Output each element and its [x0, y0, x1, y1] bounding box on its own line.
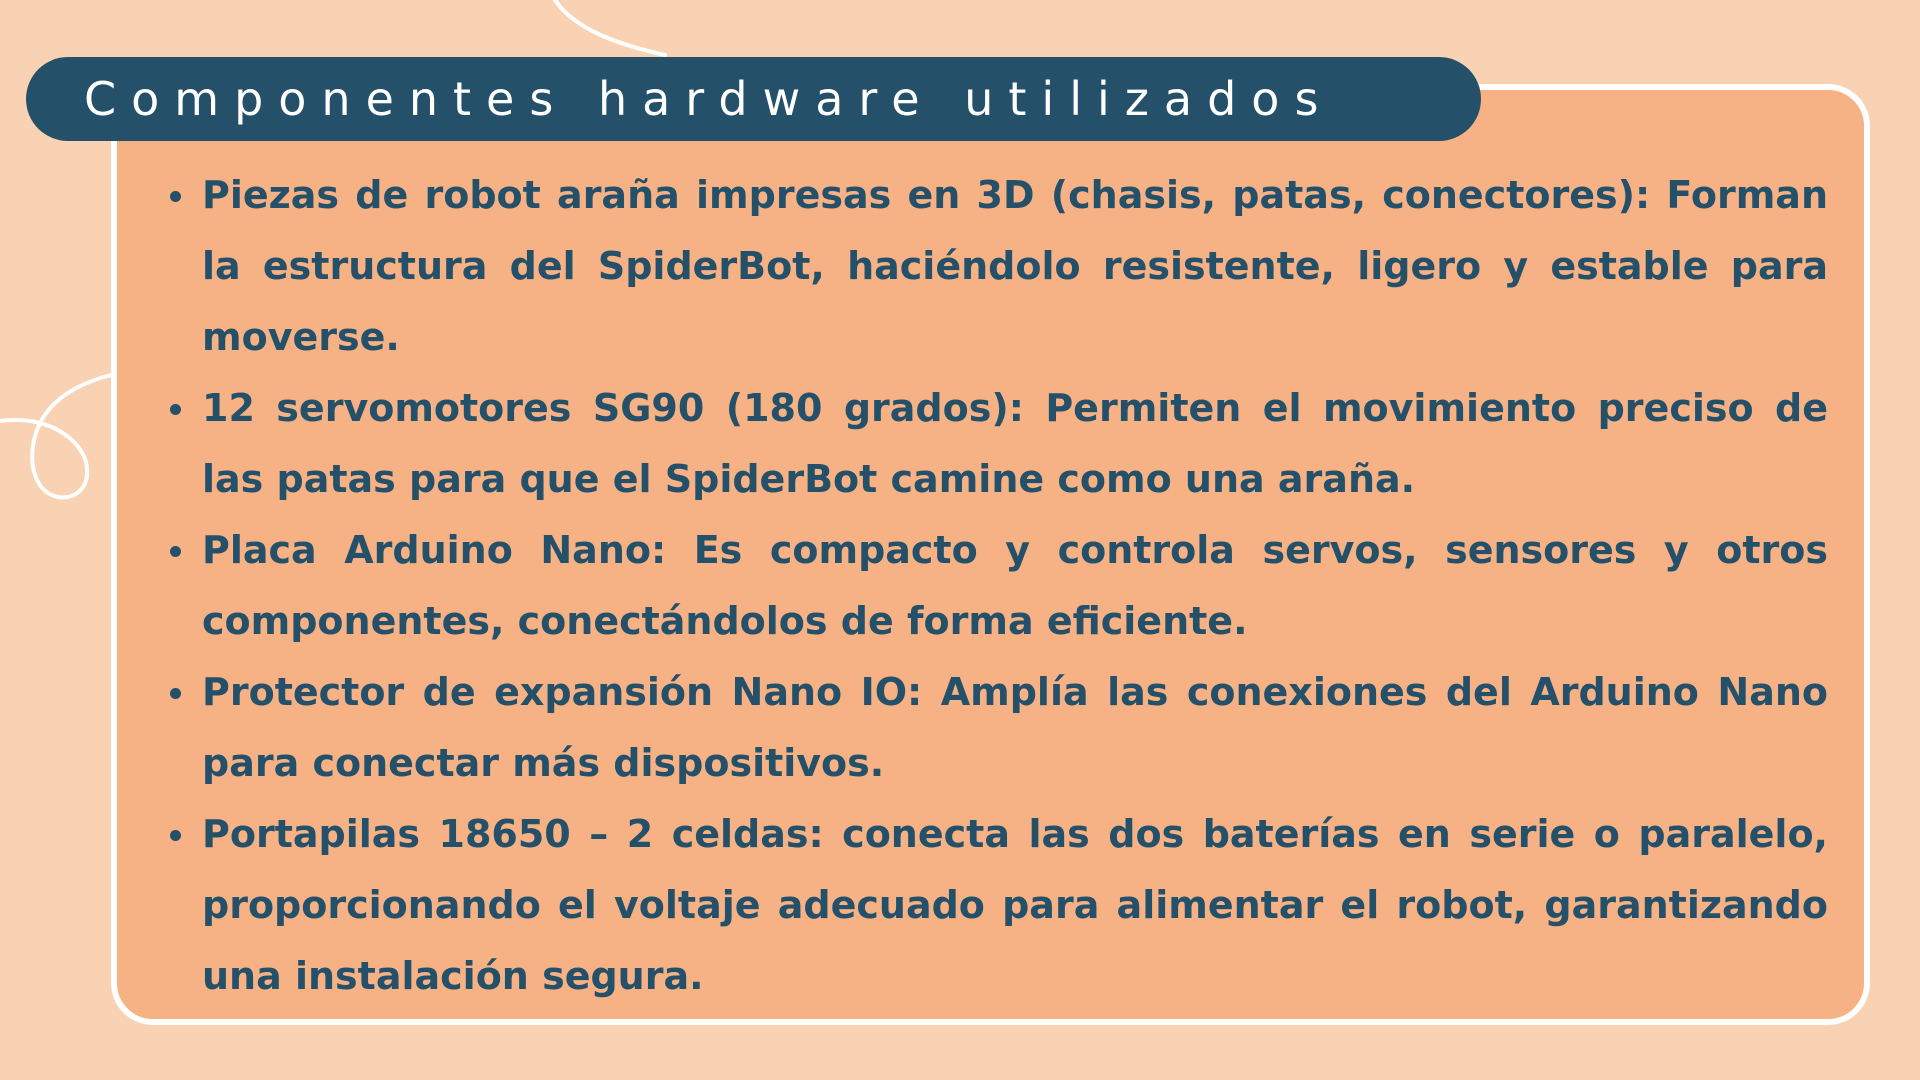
list-item [165, 799, 1828, 1012]
bullet-icon [170, 191, 181, 202]
list-item [165, 160, 1828, 373]
list-item [165, 515, 1828, 657]
list-item-text: Piezas de robot araña impresas en 3D (chasis, patas, conectores): Forman la estructura del SpiderBot, haciéndolo resistente, ligero y estable para moverse. [202, 173, 1828, 359]
list-item-text: Portapilas 18650 – 2 celdas: conecta las dos baterías en serie o paralelo, proporcionando el voltaje adecuado para alimentar el robot, garantizando una instalación segura. [202, 812, 1828, 998]
bullet-icon [170, 688, 181, 699]
left-loop-decoration [0, 375, 111, 498]
list-item-text: Protector de expansión Nano IO: Amplía las conexiones del Arduino Nano para conectar más dispositivos. [202, 670, 1828, 785]
bullet-icon [170, 404, 181, 415]
title-bar [26, 57, 1481, 141]
bullet-icon [170, 830, 181, 841]
list-item-text: 12 servomotores SG90 (180 grados): Permiten el movimiento preciso de las patas para que el SpiderBot camine como una araña. [202, 386, 1828, 501]
list-item-text: Placa Arduino Nano: Es compacto y controla servos, sensores y otros componentes, conectándolos de forma eficiente. [202, 528, 1828, 643]
list-item [165, 373, 1828, 515]
bullet-icon [170, 546, 181, 557]
top-curve-decoration [555, 0, 665, 55]
component-list [165, 160, 1828, 1012]
list-item [165, 657, 1828, 799]
slide-title: Componentes hardware utilizados [84, 72, 1334, 126]
content-area [165, 160, 1828, 1012]
